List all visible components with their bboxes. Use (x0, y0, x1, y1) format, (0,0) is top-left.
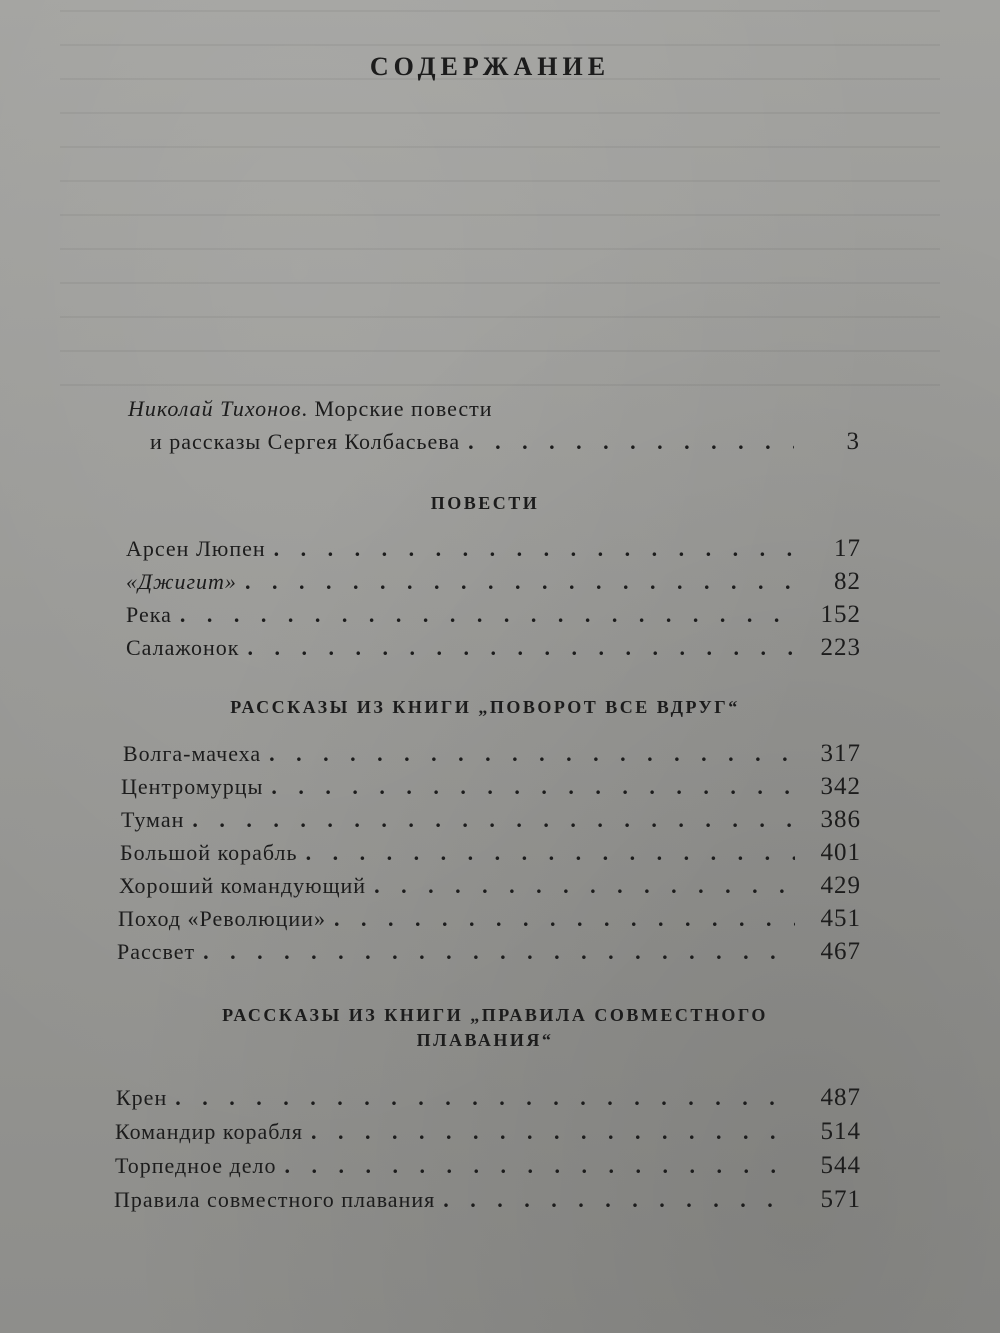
dot-leader (468, 429, 794, 455)
entry-title: Крен (116, 1085, 168, 1110)
dot-leader (306, 840, 795, 866)
entry-title: Волга-мачеха (123, 741, 262, 766)
toc-entry (116, 1084, 861, 1116)
page-number: 223 (820, 634, 861, 661)
page-number: 386 (820, 806, 861, 833)
dot-leader (269, 741, 795, 767)
toc-entry (126, 601, 861, 633)
page-number: 429 (820, 872, 861, 899)
toc-entry (126, 634, 861, 666)
entry-title: Торпедное дело (115, 1153, 277, 1178)
entry-title: Командир корабля (115, 1119, 304, 1144)
page-number: 152 (820, 601, 861, 628)
dot-leader (180, 602, 795, 628)
intro-line-1 (128, 396, 493, 422)
toc-entry (117, 938, 861, 970)
section-heading-povesti: ПОВЕСТИ (430, 493, 540, 513)
dot-leader (311, 1119, 795, 1145)
dot-leader (192, 807, 795, 833)
toc-entry (115, 1152, 861, 1184)
toc-entry (114, 1186, 861, 1218)
intro-title-part-1: . Морские повести (301, 396, 493, 421)
page-number: 317 (820, 740, 861, 767)
toc-entry (121, 806, 861, 838)
page-number: 571 (820, 1186, 861, 1213)
entry-title: «Джигит» (126, 569, 237, 594)
intro-author: Николай Тихонов (128, 396, 302, 421)
section-heading-pravila-line-2: ПЛАВАНИЯ“ (416, 1030, 554, 1050)
page-number: 487 (820, 1084, 861, 1111)
toc-entry (123, 740, 861, 772)
dot-leader (374, 873, 795, 899)
entry-title: Большой корабль (120, 840, 298, 865)
entry-title: Правила совместного плавания (114, 1187, 436, 1212)
toc-entry-intro (150, 428, 860, 460)
dot-leader (245, 569, 795, 595)
entry-title: Хороший командующий (119, 873, 367, 898)
entry-title: Туман (121, 807, 185, 832)
toc-entry (118, 905, 861, 937)
page-number: 467 (820, 938, 861, 965)
page-number: 401 (820, 839, 861, 866)
dot-leader (443, 1187, 795, 1213)
entry-title: Салажонок (126, 635, 240, 660)
page-number: 3 (846, 428, 860, 455)
toc-entry (115, 1118, 861, 1150)
entry-title: Поход «Революции» (118, 906, 326, 931)
dot-leader (175, 1085, 795, 1111)
section-heading-pravila-line-1: РАССКАЗЫ ИЗ КНИГИ „ПРАВИЛА СОВМЕСТНОГО (222, 1005, 768, 1025)
toc-entry (119, 872, 861, 904)
dot-leader (271, 774, 795, 800)
page-number: 544 (820, 1152, 861, 1179)
toc-entry (121, 773, 861, 805)
entry-title: Река (126, 602, 172, 627)
toc-entry (126, 535, 861, 567)
intro-title-part-2: и рассказы Сергея Колбасьева (150, 429, 461, 454)
dot-leader (274, 536, 795, 562)
dot-leader (248, 635, 796, 661)
entry-title: Центромурцы (121, 774, 264, 799)
dot-leader (203, 939, 795, 965)
entry-title: Арсен Люпен (126, 536, 266, 561)
page-number: 342 (820, 773, 861, 800)
dot-leader (284, 1153, 795, 1179)
toc-entry (120, 839, 861, 871)
toc-entry (126, 568, 861, 600)
section-heading-povorot: РАССКАЗЫ ИЗ КНИГИ „ПОВОРОТ ВСЕ ВДРУГ“ (230, 697, 740, 717)
entry-title: Рассвет (117, 939, 196, 964)
dot-leader (334, 906, 795, 932)
page-number: 17 (834, 535, 861, 562)
page-number: 514 (820, 1118, 861, 1145)
page-title: СОДЕРЖАНИЕ (369, 52, 611, 81)
page-number: 451 (820, 905, 861, 932)
page-number: 82 (834, 568, 861, 595)
